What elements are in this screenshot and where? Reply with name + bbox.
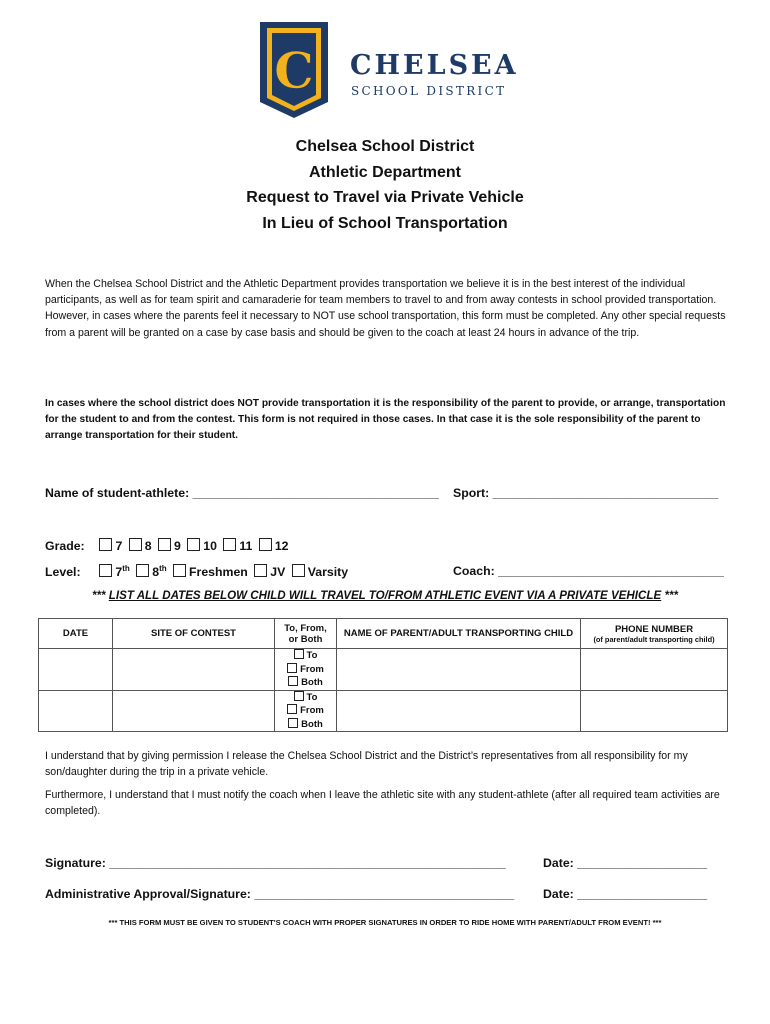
level-varsity-checkbox[interactable] — [292, 564, 305, 577]
level-8th-label: 8th — [152, 564, 167, 579]
level-jv-label: JV — [270, 565, 286, 579]
grade-9-label: 9 — [174, 539, 181, 553]
table-header-row — [39, 619, 728, 649]
responsibility-paragraph: In cases where the school district does NOT provide transportation it is the responsibility of the parent to provide, or arrange, transportation for the student to and from the contest. This form is not required in those cases. In that case it is the sole responsibility of the parent to arrange transportation for their student. — [45, 398, 726, 442]
option-both-checkbox[interactable] — [288, 718, 298, 728]
level-field — [45, 564, 348, 579]
title-request: Request to Travel via Private Vehicle — [246, 189, 524, 206]
signature-date-line[interactable]: ___________________ — [577, 856, 708, 870]
admin-approval-field[interactable] — [45, 887, 514, 901]
grade-8-checkbox[interactable] — [129, 538, 142, 551]
option-from-checkbox[interactable] — [287, 704, 297, 714]
logo-letter: C — [274, 41, 314, 100]
grade-11-label: 11 — [239, 539, 253, 553]
grade-10-checkbox[interactable] — [187, 538, 200, 551]
header-direction: To, From, or Both — [275, 619, 337, 649]
intro-paragraph: When the Chelsea School District and the Athletic Department provides transportation we believe it is in the best interest of the individual participants, as well as for team spirit and camaraderie for team members to travel to and from away contests in school provided transportation. However, in cases where the parents feel it necessary to NOT use school transportation, this form must be completed. Any other special requests from a parent will be granted on a case by case basis and should be given to the coach at least 24 hours in advance of the trip. — [45, 278, 726, 339]
date-cell[interactable] — [39, 649, 113, 691]
admin-approval-line[interactable]: ______________________________________ — [254, 887, 515, 901]
admin-date-field[interactable] — [543, 887, 707, 901]
grade-field — [45, 538, 289, 553]
district-logo-shield — [260, 22, 328, 118]
coach-line[interactable]: _________________________________ — [498, 564, 724, 578]
footer-note: *** THIS FORM MUST BE GIVEN TO STUDENT'S COACH WITH PROPER SIGNATURES IN ORDER TO RIDE HOME WITH PARENT/ADULT FROM EVENT! *** — [108, 918, 662, 927]
grade-9-checkbox[interactable] — [158, 538, 171, 551]
site-cell[interactable] — [113, 649, 275, 691]
admin-approval-label: Administrative Approval/Signature: — [45, 887, 251, 901]
option-both-checkbox[interactable] — [288, 676, 298, 686]
sport-label: Sport: — [453, 486, 490, 500]
signature-line[interactable]: __________________________________________________________ — [109, 856, 506, 870]
student-name-field[interactable] — [45, 486, 439, 500]
signature-date-field[interactable] — [543, 856, 707, 870]
parent-cell[interactable] — [337, 649, 581, 691]
release-paragraph: I understand that by giving permission I release the Chelsea School District and the District’s representatives from all responsibility for my son/daughter during the trip in a private vehicle. — [45, 750, 688, 779]
direction-options: To From Both — [275, 690, 337, 732]
grade-10-label: 10 — [203, 539, 217, 553]
level-varsity-label: Varsity — [307, 565, 349, 579]
grade-7-label: 7 — [115, 539, 123, 553]
option-from-checkbox[interactable] — [287, 663, 297, 673]
student-name-line[interactable]: ____________________________________ — [192, 486, 439, 500]
level-freshmen-checkbox[interactable] — [173, 564, 186, 577]
grade-7-checkbox[interactable] — [99, 538, 112, 551]
parent-cell[interactable] — [337, 690, 581, 732]
logo-wordmark: CHELSEA — [350, 50, 519, 81]
signature-field[interactable] — [45, 856, 506, 870]
admin-date-label: Date: — [543, 887, 574, 901]
level-7th-label: 7th — [115, 564, 130, 579]
option-to-checkbox[interactable] — [294, 691, 304, 701]
logo-subtitle: SCHOOL DISTRICT — [351, 84, 507, 98]
travel-dates-heading: *** LIST ALL DATES BELOW CHILD WILL TRAVEL TO/FROM ATHLETIC EVENT VIA A PRIVATE VEHICLE *** — [92, 589, 678, 602]
level-8th-checkbox[interactable] — [136, 564, 149, 577]
title-in-lieu: In Lieu of School Transportation — [262, 214, 508, 232]
level-jv-checkbox[interactable] — [254, 564, 267, 577]
grade-8-label: 8 — [144, 539, 152, 553]
table-row — [39, 690, 728, 732]
sport-field[interactable] — [453, 486, 718, 500]
student-name-label: Name of student-athlete: — [45, 486, 190, 500]
site-cell[interactable] — [113, 690, 275, 732]
sport-line[interactable]: _________________________________ — [492, 486, 719, 500]
coach-label: Coach: — [453, 564, 495, 578]
notify-paragraph: Furthermore, I understand that I must notify the coach when I leave the athletic site with any student-athlete (after all required team activities are completed). — [45, 789, 720, 818]
grade-12-label: 12 — [274, 539, 289, 553]
date-cell[interactable] — [39, 690, 113, 732]
grade-12-checkbox[interactable] — [259, 538, 272, 551]
header-parent: NAME OF PARENT/ADULT TRANSPORTING CHILD — [337, 619, 581, 649]
grade-11-checkbox[interactable] — [223, 538, 236, 551]
signature-date-label: Date: — [543, 856, 574, 870]
direction-options: To From Both — [275, 649, 337, 691]
level-freshmen-label: Freshmen — [189, 565, 248, 579]
grade-label: Grade: — [45, 539, 85, 553]
header-phone: PHONE NUMBER (of parent/adult transporting child) — [581, 619, 728, 649]
coach-field[interactable] — [453, 564, 724, 578]
phone-cell[interactable] — [581, 690, 728, 732]
level-7th-checkbox[interactable] — [99, 564, 112, 577]
option-to-checkbox[interactable] — [294, 649, 304, 659]
travel-dates-table — [38, 618, 728, 732]
header-site: SITE OF CONTEST — [113, 619, 275, 649]
phone-cell[interactable] — [581, 649, 728, 691]
signature-label: Signature: — [45, 856, 106, 870]
title-department: Athletic Department — [308, 163, 462, 181]
level-label: Level: — [45, 565, 81, 579]
admin-date-line[interactable]: ___________________ — [577, 887, 708, 901]
table-row — [39, 649, 728, 691]
header-date: DATE — [39, 619, 113, 649]
form-title-block — [0, 134, 770, 236]
title-district: Chelsea School District — [295, 138, 475, 155]
